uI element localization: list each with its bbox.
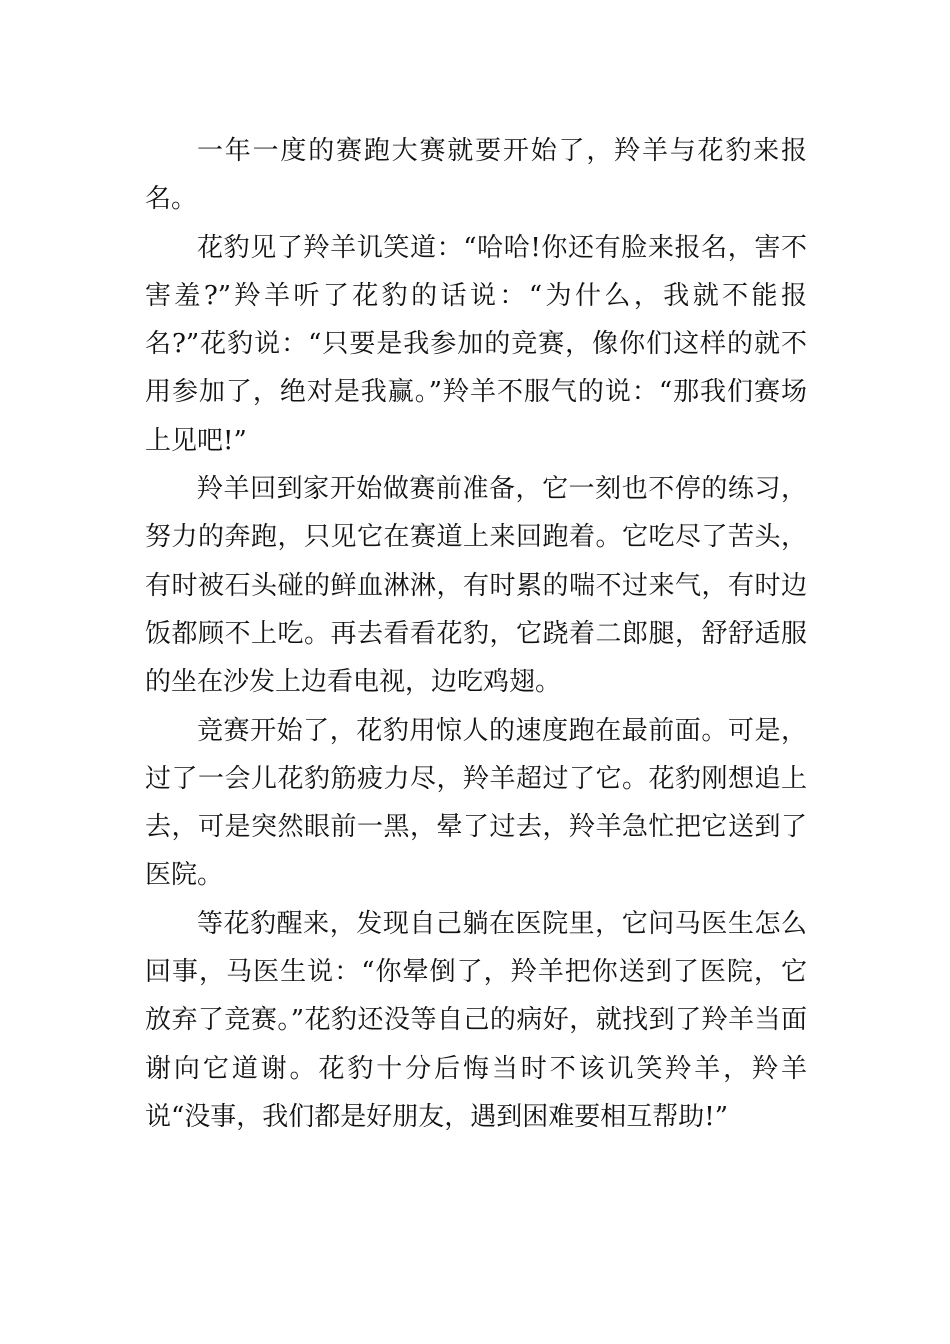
paragraph-4: 竞赛开始了，花豹用惊人的速度跑在最前面。可是，过了一会儿花豹筋疲力尽，羚羊超过了它。花豹刚想追上去，可是突然眼前一黑，晕了过去，羚羊急忙把它送到了医院。	[145, 715, 807, 891]
paragraph-2: 花豹见了羚羊讥笑道：“哈哈!你还有脸来报名，害不害羞?”羚羊听了花豹的话说：“为什么，我就不能报名?”花豹说：“只要是我参加的竞赛，像你们这样的就不用参加了，绝对是我赢。”羚羊不服气的说：“那我们赛场上见吧!”	[145, 232, 807, 456]
document-body	[145, 127, 807, 1141]
paragraph-1: 一年一度的赛跑大赛就要开始了，羚羊与花豹来报名。	[145, 136, 807, 215]
paragraph-3: 羚羊回到家开始做赛前准备，它一刻也不停的练习，努力的奔跑，只见它在赛道上来回跑着。它吃尽了苦头，有时被石头碰的鲜血淋淋，有时累的喘不过来气，有时边饭都顾不上吃。再去看看花豹，它跷着二郎腿，舒舒适服的坐在沙发上边看电视，边吃鸡翅。	[145, 474, 807, 698]
paragraph-5: 等花豹醒来，发现自己躺在医院里，它问马医生怎么回事，马医生说：“你晕倒了，羚羊把你送到了医院，它放弃了竞赛。”花豹还没等自己的病好，就找到了羚羊当面谢向它道谢。花豹十分后悔当时不该讥笑羚羊，羚羊说“没事，我们都是好朋友，遇到困难要相互帮助!”	[145, 908, 807, 1132]
